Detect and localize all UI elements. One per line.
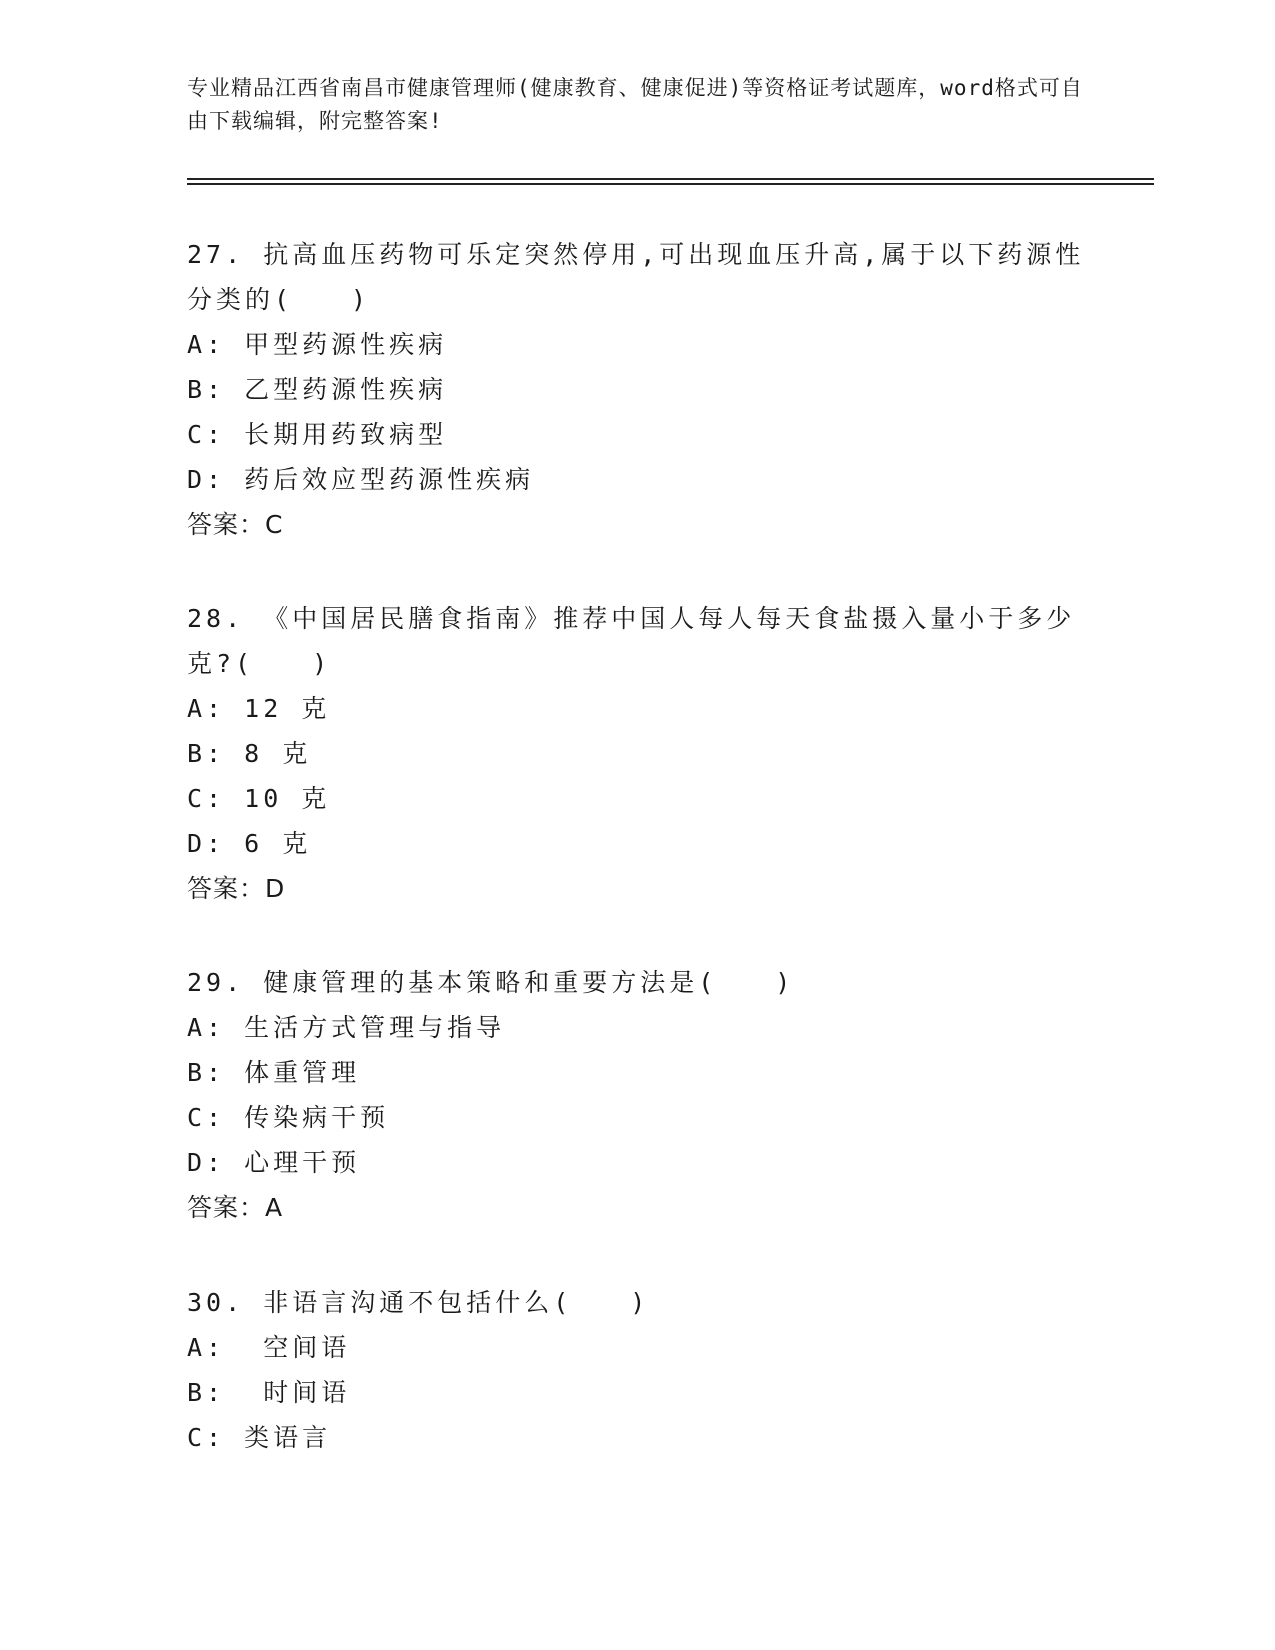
question-stem: 27. 抗高血压药物可乐定突然停用,可出现血压升高,属于以下药源性分类的( ) — [187, 240, 1085, 314]
option-b: B: 乙型药源性疾病 — [187, 375, 448, 404]
document-header — [187, 72, 1087, 138]
option-c: C: 传染病干预 — [187, 1103, 390, 1132]
option-b: B: 8 克 — [187, 739, 312, 768]
question-stem: 30. 非语言沟通不包括什么( ) — [187, 1288, 650, 1317]
option-a: A: 空间语 — [187, 1333, 351, 1362]
header-title: 专业精品江西省南昌市健康管理师(健康教育、健康促进)等资格证考试题库，word格式可自由下载编辑，附完整答案! — [187, 76, 1083, 133]
question-stem: 28. 《中国居民膳食指南》推荐中国人每人每天食盐摄入量小于多少克?( ) — [187, 604, 1076, 678]
question-27 — [187, 232, 1087, 547]
question-30 — [187, 1280, 1087, 1460]
answer-line: 答案：D — [187, 874, 286, 903]
option-a: A: 甲型药源性疾病 — [187, 330, 448, 359]
option-d: D: 药后效应型药源性疾病 — [187, 465, 535, 494]
question-29 — [187, 960, 1087, 1230]
option-c: C: 类语言 — [187, 1423, 332, 1452]
option-a: A: 12 克 — [187, 694, 331, 723]
header-divider-top — [187, 178, 1154, 180]
option-c: C: 10 克 — [187, 784, 331, 813]
option-d: D: 6 克 — [187, 829, 312, 858]
header-divider-bottom — [187, 183, 1154, 185]
option-d: D: 心理干预 — [187, 1148, 361, 1177]
question-28 — [187, 596, 1087, 911]
answer-line: 答案：C — [187, 510, 284, 539]
option-a: A: 生活方式管理与指导 — [187, 1013, 506, 1042]
answer-line: 答案：A — [187, 1193, 284, 1222]
option-b: B: 体重管理 — [187, 1058, 361, 1087]
question-stem: 29. 健康管理的基本策略和重要方法是( ) — [187, 968, 795, 997]
option-b: B: 时间语 — [187, 1378, 351, 1407]
option-c: C: 长期用药致病型 — [187, 420, 448, 449]
